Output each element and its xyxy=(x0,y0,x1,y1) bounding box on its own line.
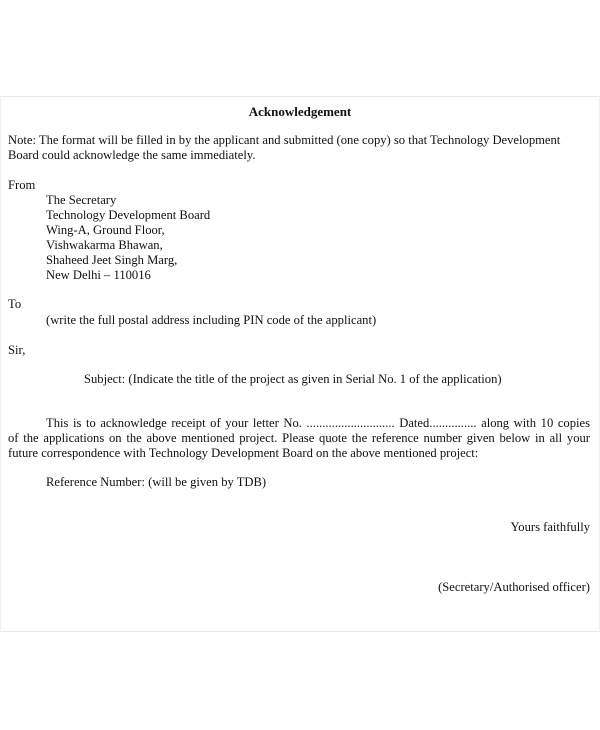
page-bottom-edge xyxy=(0,631,600,632)
note-line-1: Note: The format will be filled in by the applicant and submitted (one copy) so that Technology Development xyxy=(8,133,561,147)
from-address-line: New Delhi – 110016 xyxy=(46,268,151,282)
body-line-1: This is to acknowledge receipt of your letter No. ............................ Dated............... along with 10 copies xyxy=(46,416,590,430)
page-top-edge xyxy=(0,96,600,97)
reference-number: Reference Number: (will be given by TDB) xyxy=(46,475,267,489)
subject-line: Subject: (Indicate the title of the project as given in Serial No. 1 of the application) xyxy=(84,372,502,386)
to-instruction: (write the full postal address including PIN code of the applicant) xyxy=(46,313,377,327)
from-address-line: The Secretary xyxy=(46,193,117,207)
salutation: Sir, xyxy=(8,343,26,357)
note-line-2: Board could acknowledge the same immediately. xyxy=(8,148,256,162)
from-address-line: Shaheed Jeet Singh Marg, xyxy=(46,253,178,267)
signatory: (Secretary/Authorised officer) xyxy=(438,580,590,594)
from-label: From xyxy=(8,178,36,192)
body-line-2: of the applications on the above mentioned project. Please quote the reference number given below in all your xyxy=(8,431,590,445)
from-address-line: Technology Development Board xyxy=(46,208,211,222)
from-address-line: Wing-A, Ground Floor, xyxy=(46,223,165,237)
document-title: Acknowledgement xyxy=(248,104,352,119)
from-address-line: Vishwakarma Bhawan, xyxy=(46,238,163,252)
to-label: To xyxy=(8,297,22,311)
page-left-edge xyxy=(0,96,1,632)
closing: Yours faithfully xyxy=(510,520,590,534)
body-line-3: future correspondence with Technology Development Board on the above mentioned project: xyxy=(8,446,479,460)
